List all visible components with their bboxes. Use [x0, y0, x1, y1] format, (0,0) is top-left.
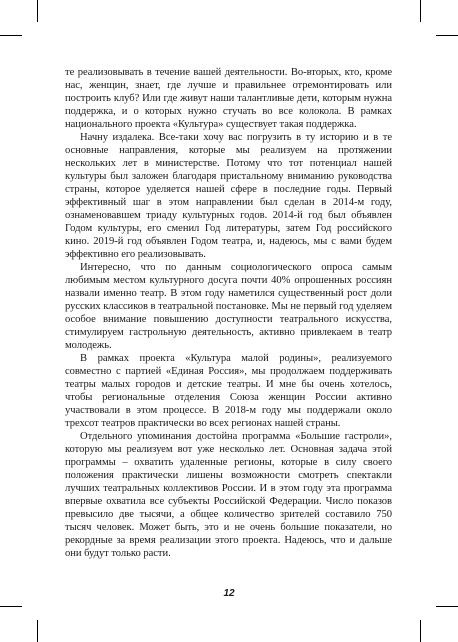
crop-mark-bottom-right-horizontal — [436, 606, 458, 607]
paragraph-3: Интересно, что по данным социологического опроса самым любимым местом культурного досуга почти 40% опрошенных россиян назвали именно театр. В этом году наметился существенный рост доли русских классиков в театральной постановке. Мы не первый год уделяем особое внимание повышению доступности театрального искусства, стимулируем гастрольную деятельность, активно привлекаем в театр молодежь. — [65, 262, 392, 351]
paragraph-4: В рамках проекта «Культура малой родины», реализуемого совместно с партией «Единая Россия», мы продолжаем поддерживать театры малых городов и детские театры. И мне бы очень хотелось, чтобы региональные отделения Союза женщин России активно участвовали в этом процессе. В 2018-м году мы поддержали около трехсот театров практически во всех регионах нашей страны. — [65, 353, 392, 429]
crop-mark-top-right-vertical — [420, 0, 421, 22]
body-text — [65, 66, 392, 560]
crop-mark-top-right-horizontal — [436, 35, 458, 36]
crop-mark-bottom-left-vertical — [37, 620, 38, 642]
crop-mark-top-left-horizontal — [0, 35, 22, 36]
crop-mark-top-left-vertical — [37, 0, 38, 22]
paragraph-2: Начну издалека. Все-таки хочу вас погрузить в ту историю и в те основные направления, которые мы реализуем на протяжении нескольких лет в министерстве. Потому что тот потенциал нашей культуры был заложен благодаря пристальному вниманию руководства страны, которое уделяется нашей сфере в последние годы. Первый эффективный шаг в этом направлении был сделан в 2014-м году, ознаменовавшем триаду культурных годов. 2014-й год был объявлен Годом культуры, его сменил Год литературы, затем Год российского кино. 2019-й год объявлен Годом театра, и, надеюсь, мы с вами будем эффективно его реализовывать. — [65, 132, 392, 260]
page-number: 12 — [223, 588, 235, 599]
paragraph-1: те реализовывать в течение вашей деятельности. Во-вторых, кто, кроме нас, женщин, знает, где лучше и правильнее отремонтировать или построить клуб? Или где живут наши талантливые дети, которым нужна поддержка, и о которых нужно стучать во все колокола. В рамках национального проекта «Культура» существует такая поддержка. — [65, 67, 392, 130]
crop-mark-bottom-left-horizontal — [0, 606, 22, 607]
paragraph-5: Отдельного упоминания достойна программа «Большие гастроли», которую мы реализуем вот уже несколько лет. Основная задача этой программы – охватить удаленные регионы, которые в силу своего положения практически лишены возможности смотреть спектакли лучших театральных коллективов России. И в этом году эта программа впервые охватила все субъекты Российской Федерации. Число показов превысило две тысячи, а общее количество зрителей составило 750 тысяч человек. Может быть, это и не очень большие показатели, но рекордные за время реализации этого проекта. Надеюсь, что и дальше они будут только расти. — [65, 431, 392, 559]
crop-mark-bottom-right-vertical — [420, 620, 421, 642]
